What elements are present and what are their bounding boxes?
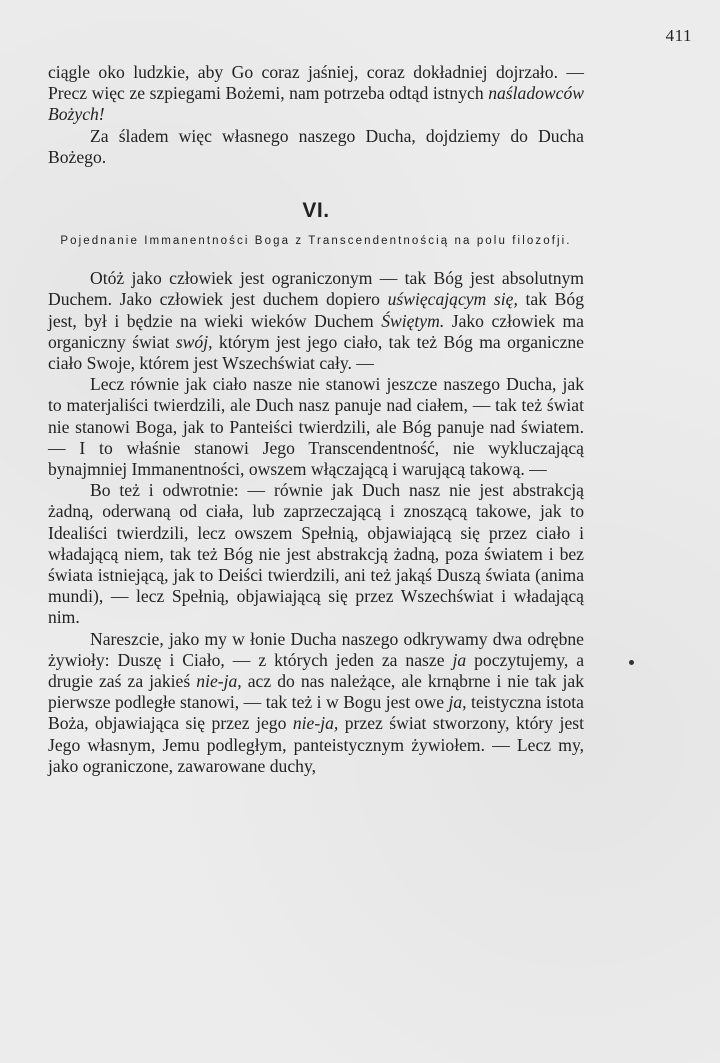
text-run: poczytujemy, a drugie zaś za jakieś [48, 649, 585, 692]
text-run: Jako człowiek ma organiczny świat [48, 310, 584, 352]
text-run: przez świat stworzony, który jest Jego własnym, Jemu podległym, panteistycznym żywiołem. — Lecz my, jako ograniczone, zawarowane duchy, [48, 713, 584, 776]
top-paragraphs [48, 62, 584, 168]
italic-text: ja, [448, 692, 467, 713]
paragraph [48, 268, 584, 374]
bottom-paragraphs [48, 268, 584, 777]
paragraph [48, 126, 584, 168]
paragraph [48, 629, 584, 777]
text-run: Lecz równie jak ciało nasze nie stanowi jeszcze naszego Ducha, jak to materjaliści twierdzili, ale Duch nasz panuje nad ciałem, — tak też świat nie stanowi Boga, jak to Panteiści twierdzili, ale Bóg panuje nad światem. — I to właśnie stanowi Jego Transcendentność, nie wykluczającą bynajmniej Immanentności, owszem włączającą i warującą takową. — [48, 374, 584, 480]
text-run: Nareszcie, jako my w łonie Ducha naszego odkrywamy dwa odrębne żywioły: Duszę i Ciało, — z których jeden za nasze [48, 628, 584, 670]
ink-dot [629, 660, 634, 665]
italic-text: ja [452, 649, 467, 670]
text-run: ciągle oko ludzkie, aby Go coraz jaśniej, coraz dokładniej dojrzało. — Precz więc ze szpiegami Bożemi, nam potrzeba odtąd istnych [48, 62, 584, 104]
chapter-number: VI. [302, 199, 330, 223]
chapter-subtitle: Pojednanie Immanentności Boga z Transcendentnością na polu filozofji. [60, 235, 572, 248]
text-run: Bo też i odwrotnie: — równie jak Duch nasz nie jest abstrakcją żadną, oderwaną od ciała, lub zaprzeczającą i znoszącą takowe, jak to Idealiści twierdzili, lecz owszem Spełnią, objawiającą się przez ciało i władającą niem, tak też Bóg nie jest abstrakcją żadną, poza światem i bez świata istniejącą, jak to Deiści twierdzili, ani też jakąś Duszą świata (anima mundi), — lecz Spełnią, objawiającą się przez Wszechświat i władającą nim. [48, 480, 584, 628]
text-run: tak Bóg jest, był i będzie na wieki wieków Duchem [48, 289, 585, 331]
italic-text: uświęcającym się, [387, 289, 518, 310]
text-run: Za śladem więc własnego naszego Ducha, dojdziemy do Ducha Bożego. [48, 125, 584, 167]
text-run: teistyczna istota Boża, objawiająca się przez jego [48, 692, 584, 734]
text-run: acz do nas należące, ale krnąbrne i nie tak jak pierwsze podległe stanowi, — tak też i w Bogu jest owe [48, 671, 584, 713]
italic-text: Świętym. [381, 310, 445, 331]
italic-text: nie-ja, [292, 713, 339, 734]
page-number: 411 [665, 26, 692, 45]
text-block [48, 62, 584, 777]
paragraph [48, 62, 584, 126]
italic-text: naśladowców Bożych! [48, 83, 584, 125]
text-run: Otóż jako człowiek jest ograniczonym — tak Bóg jest absolutnym Duchem. Jako człowiek jest duchem dopiero [48, 268, 584, 310]
paragraph [48, 480, 584, 628]
paragraph [48, 374, 584, 480]
text-run: którym jest jego ciało, tak też Bóg ma organiczne ciało Swoje, którem jest Wszechświat cały. — [48, 331, 584, 374]
italic-text: nie-ja, [196, 671, 242, 692]
italic-text: swój, [175, 331, 213, 352]
